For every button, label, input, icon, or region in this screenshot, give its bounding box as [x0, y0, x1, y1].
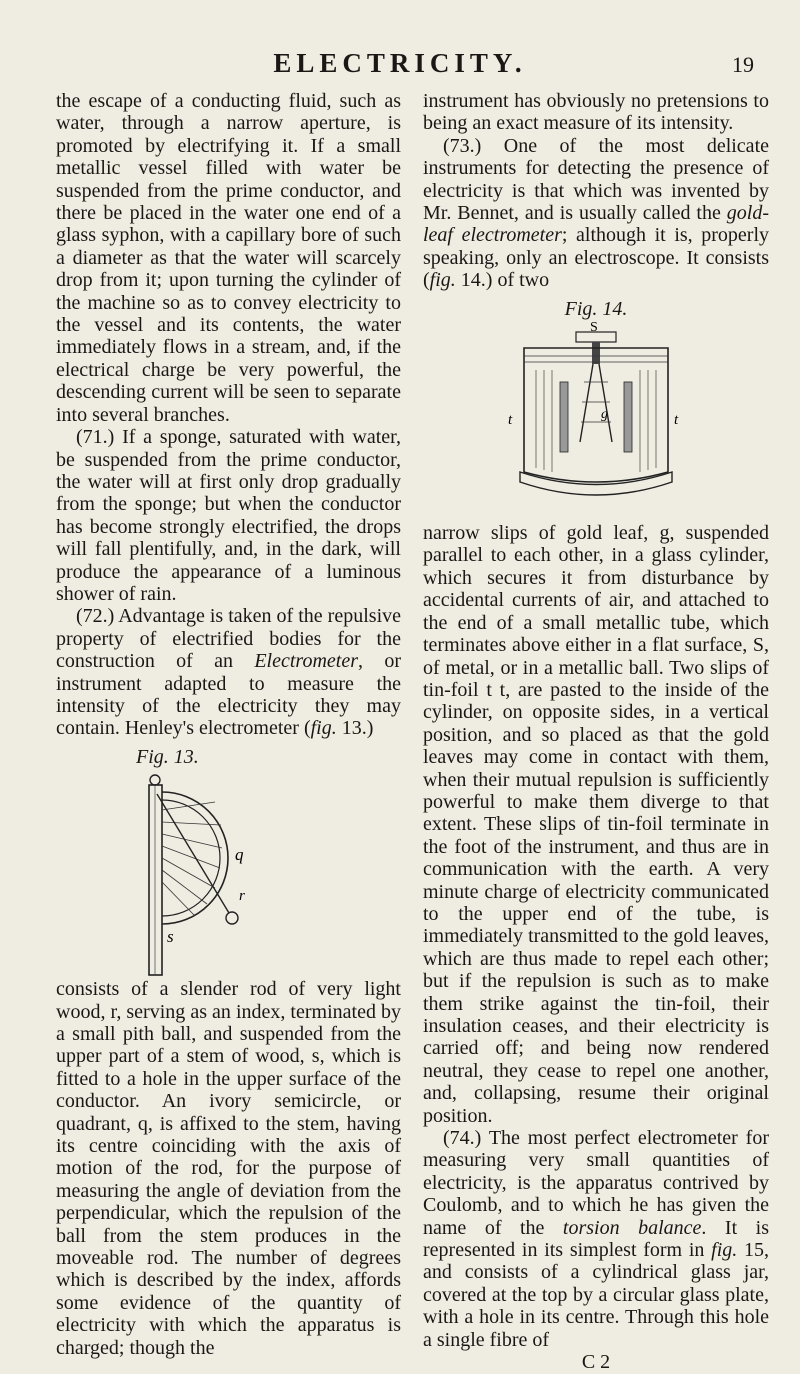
tinfoil-strip-left	[560, 382, 568, 452]
index-rod-r	[157, 794, 229, 913]
pith-ball	[226, 912, 238, 924]
label-g: g	[601, 407, 608, 423]
right-column	[423, 90, 769, 1374]
figure-14-caption: Fig. 14.	[564, 297, 628, 320]
gold-leaf-left	[580, 364, 593, 442]
stem-s	[149, 785, 162, 975]
paragraph-syphon: the escape of a conducting fluid, such as water, through a narrow aperture, is promoted by electrifying it. If a small metallic vessel filled with water be suspended from the prime conductor, and there be placed in the water one end of a glass syphon, with a capillary bore of such a diameter as that the water will scarcely drop from it; upon turning the cylinder of the machine so as to convey electricity to the vessel and its contents, the water immediately flows in a stream, and, if the electrical charge be very powerful, the descending current will be seen to separate into several branches.	[56, 90, 401, 426]
paragraph-74	[423, 1127, 769, 1351]
fig-ref: fig.	[429, 269, 456, 292]
fig-ref: fig.	[711, 1239, 738, 1262]
paragraph-continuation: instrument has obviously no pretensions to being an exact measure of its intensity.	[423, 90, 769, 135]
paragraph-73-text-a: (73.) One of the most delicate instruments for detecting the presence of electricity is that which was invented by Mr. Bennet, and is usually called the	[423, 134, 769, 225]
paragraph-74-text-a: (74.) The most perfect electrometer for measuring very small quantities of electricity, is the apparatus contrived by Coulomb, and to which he has given the name of the	[423, 1127, 769, 1239]
running-title: ELECTRICITY.	[273, 48, 527, 78]
label-t-right: t	[674, 412, 679, 429]
term-torsion-balance: torsion balance	[562, 1216, 702, 1239]
instrument-foot	[520, 472, 672, 495]
signature-mark: C 2	[581, 1351, 611, 1374]
term-electrometer: Electrometer	[254, 650, 359, 673]
stem-top-knob	[150, 775, 160, 785]
metal-tube	[592, 342, 600, 364]
label-t-left: t	[508, 412, 513, 429]
paragraph-72-text-b: , or instrument adapted to measure the intensity of the electricity they may contain. Henley's electrometer (	[56, 650, 401, 740]
paragraph-72	[56, 605, 401, 739]
gold-leaf-right	[599, 364, 612, 442]
fig-ref: fig.	[310, 717, 337, 740]
paragraph-74-text-c: 15, and consists of a cylindrical glass jar, covered at the top by a circular glass plate, with a hole in its centre. Through this hole a single fibre of	[423, 1239, 769, 1351]
paragraph-74-text-b: . It is represented in its simplest form in	[423, 1216, 769, 1262]
label-q: q	[234, 845, 243, 865]
tinfoil-strip-right	[624, 382, 632, 452]
paragraph-73-text-c: 14.) of two	[455, 269, 550, 292]
page-number: 19	[732, 52, 754, 77]
term-gold-leaf-electrometer: gold-leaf electrometer	[423, 202, 769, 247]
figure-14-gold-leaf-electrometer	[496, 322, 696, 522]
paragraph-71: (71.) If a sponge, saturated with water, be suspended from the prime conductor, the water will at first only drop gradually from the sponge; but when the conductor has become strongly electrified, the drops will fall plentifully, and, in the dark, will produce the appearance of a luminous shower of rain.	[56, 426, 401, 605]
paragraph-72-text-a: (72.) Advantage is taken of the repulsive property of electrified bodies for the construction of an	[56, 605, 401, 673]
figure-13-henley-electrometer	[129, 770, 329, 978]
paragraph-henley-description: consists of a slender rod of very light wood, r, serving as an index, terminated by a small pith ball, and suspended from the upper part of a stem of wood, s, which is fitted to a hole in the upper surface of the conductor. An ivory semicircle, or quadrant, q, is affixed to the stem, having its centre coinciding with the axis of motion of the rod, for the purpose of measuring the angle of deviation from the perpendicular, which the repulsion of the ball from the stem produces in the moveable rod. The number of degrees which is described by the index, affords some evidence of the quantity of electricity with which the apparatus is charged; though the	[56, 978, 401, 1359]
paragraph-73-text-b: ; although it is, properly speaking, only an electroscope. It consists (	[423, 224, 769, 292]
figure-13-caption: Fig. 13.	[136, 745, 199, 768]
glass-cylinder	[524, 348, 668, 482]
left-column	[56, 90, 401, 1359]
paragraph-72-text-c: 13.)	[336, 717, 374, 740]
page-header	[0, 48, 800, 84]
label-s: s	[166, 927, 174, 947]
paragraph-gold-leaf-description: narrow slips of gold leaf, g, suspended parallel to each other, in a glass cylinder, which secures it from disturbance by accidental currents of air, and attached to the end of a small metallic tube, which terminates above either in a flat surface, S, of metal, or in a metallic ball. Two slips of tin-foil t t, are pasted to the inside of the cylinder, on opposite sides, in a vertical position, and so placed as that the gold leaves may come in contact with them, when their mutual repulsion is sufficiently powerful to make them diverge to that extent. These slips of tin-foil terminate in the foot of the instrument, and thus are in communication with the earth. A very minute charge of electricity communicated to the upper end of the tube, is immediately transmitted to the gold leaves, which are thus made to repel each other; but if the repulsion is such as to make them strike against the tin-foil, their insulation ceases, and their electricity is carried off; and being now rendered neutral, they cease to repel one another, and, collapsing, resume their original position.	[423, 522, 769, 1127]
label-r: r	[238, 888, 245, 905]
label-S: S	[590, 322, 598, 336]
paragraph-73	[423, 135, 769, 292]
